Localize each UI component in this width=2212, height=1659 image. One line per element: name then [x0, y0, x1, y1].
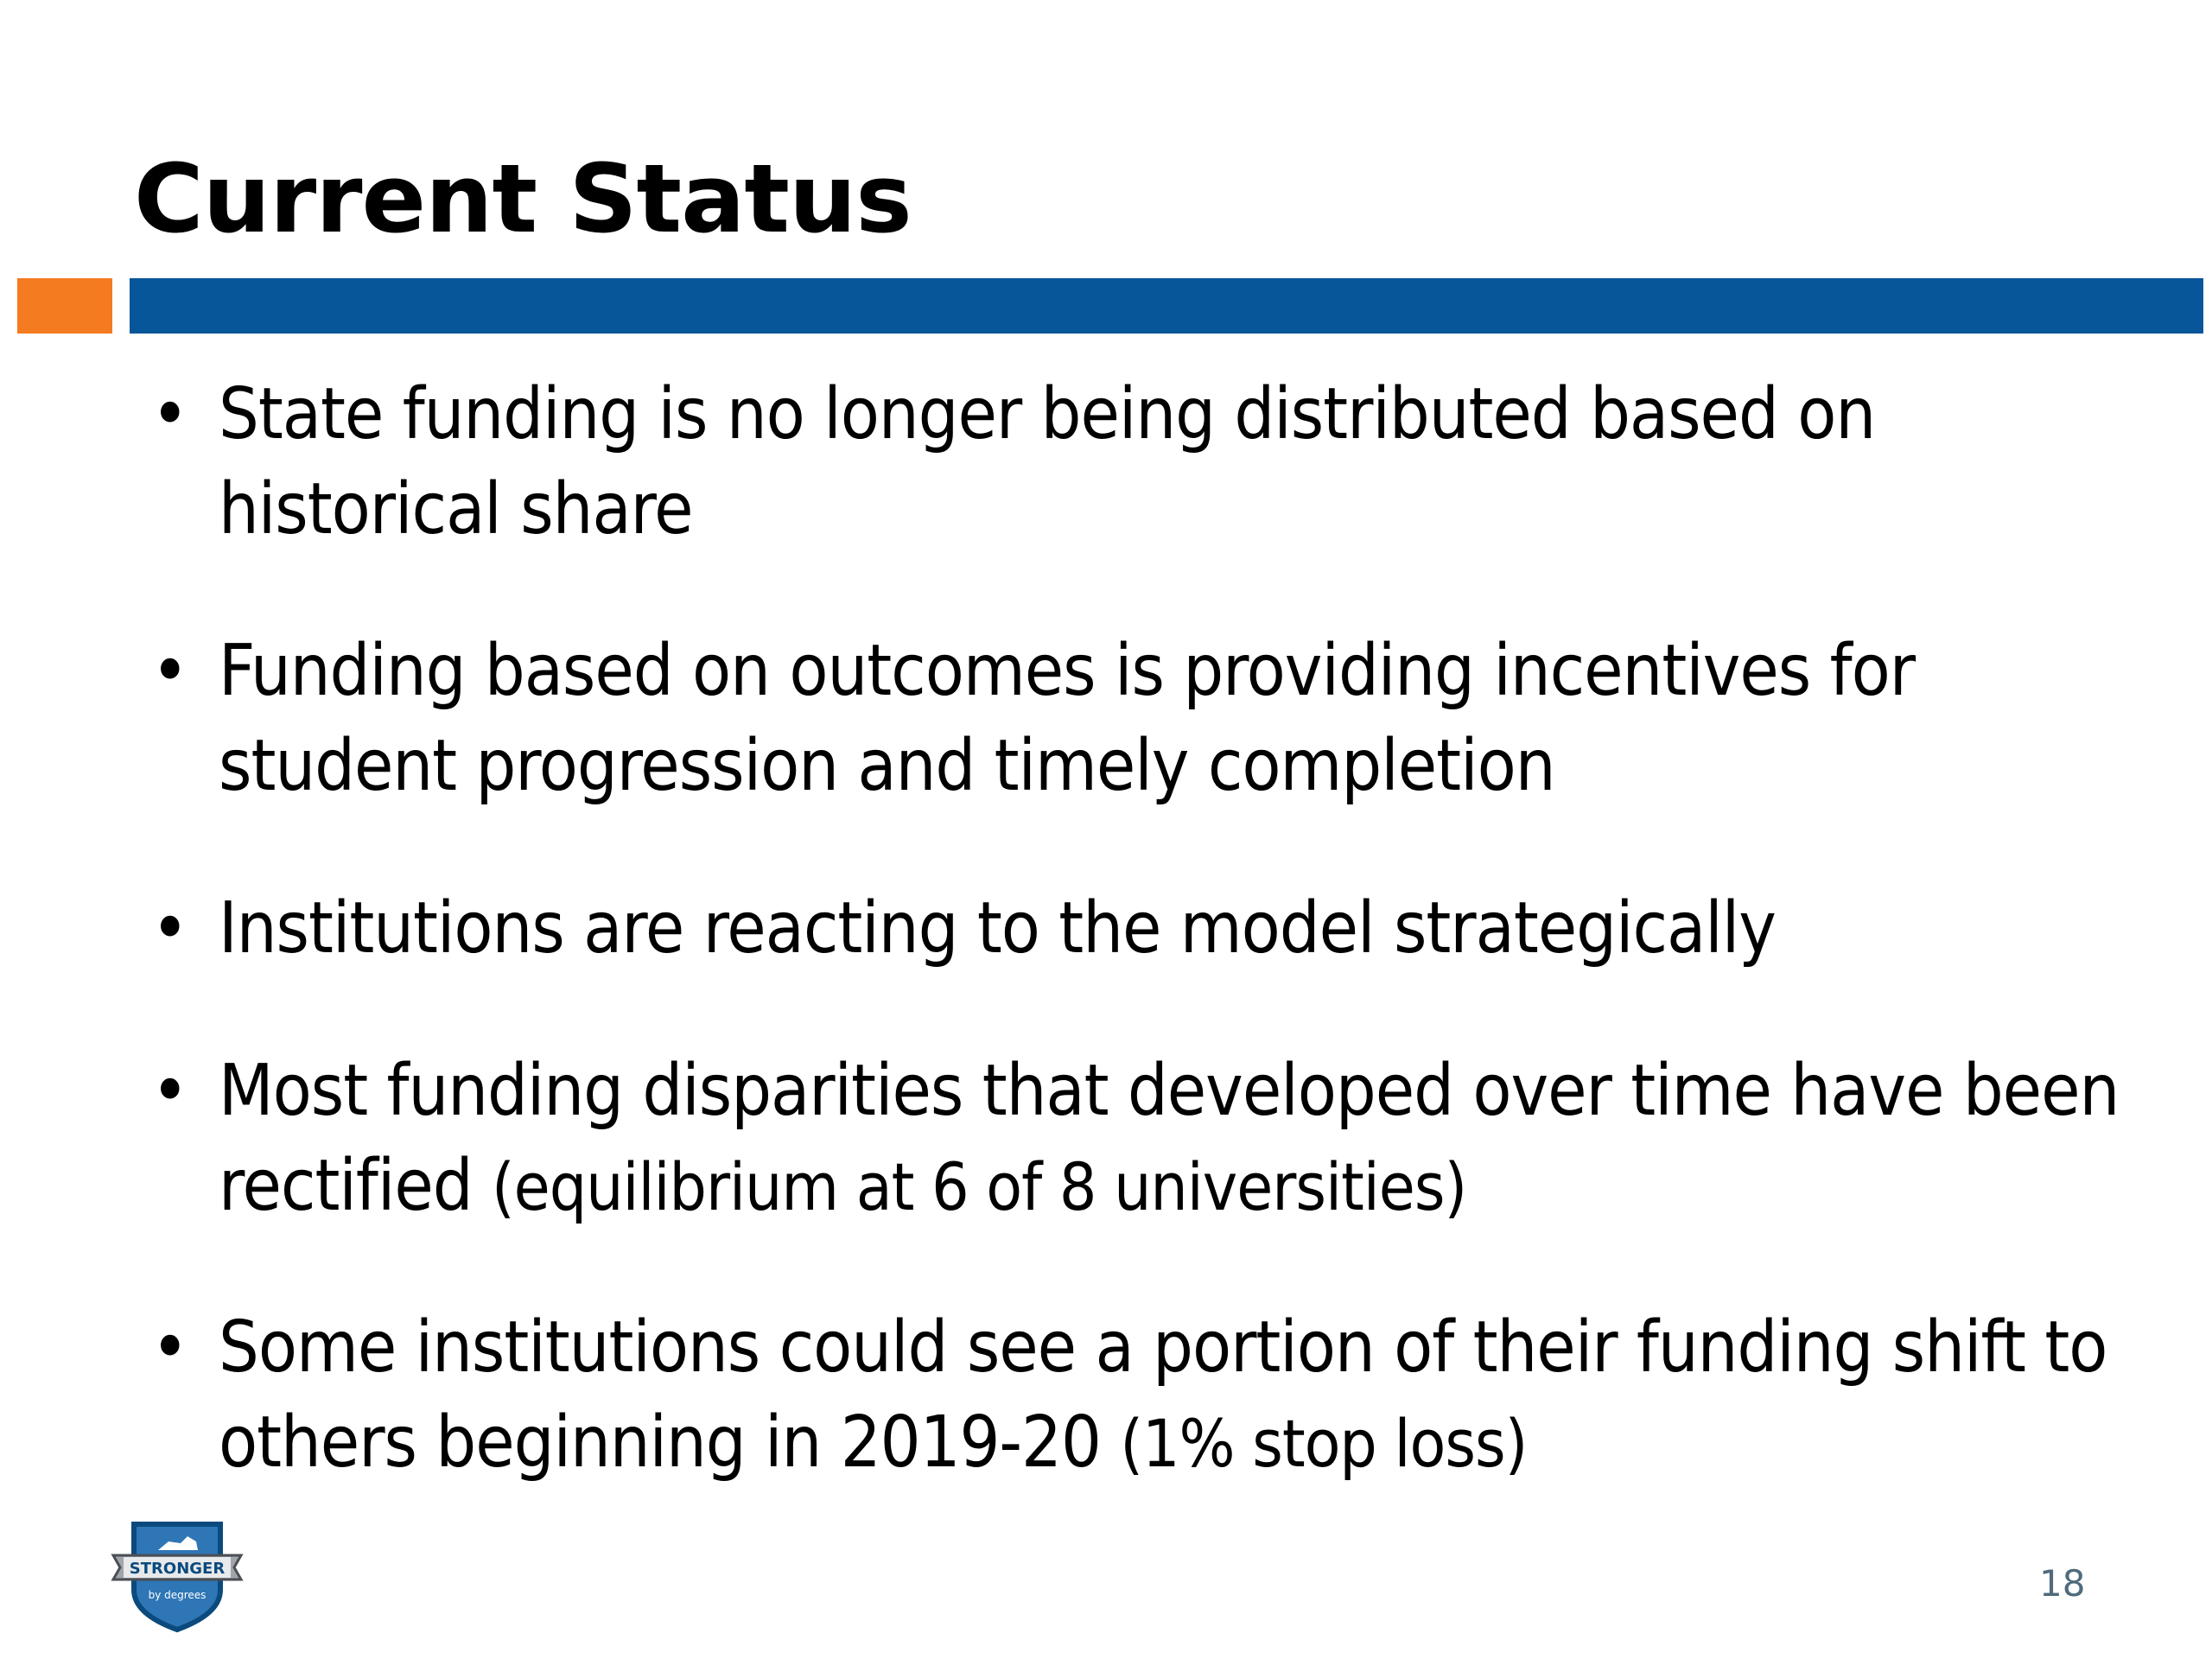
bullet-dot: • [151, 887, 188, 969]
bullet-text: Funding based on outcomes is providing incentives for student progression and timely completion [219, 630, 1916, 807]
bullet-item [151, 367, 2139, 557]
bullet-text: Some institutions could see a portion of their funding shift to others beginning in 2019-20 (1% stop loss) [219, 1306, 2107, 1484]
bullet-note: (equilibrium at 6 of 8 universities) [492, 1148, 1467, 1225]
bullet-item [151, 624, 2139, 814]
logo-subtext: by degrees [148, 1589, 207, 1601]
slide-title: Current Status [134, 143, 912, 254]
bullet-item [151, 881, 2139, 976]
stronger-by-degrees-logo [108, 1512, 246, 1633]
bullet-note: (1% stop loss) [1120, 1405, 1528, 1482]
page-number: 18 [2039, 1562, 2086, 1605]
bullet-dot: • [151, 1306, 188, 1389]
title-rule [130, 278, 2203, 334]
bullet-text: Most funding disparities that developed over time have been rectified (equilibrium at 6 of 8 universities) [219, 1050, 2120, 1227]
accent-square [17, 278, 112, 334]
bullet-dot: • [151, 373, 188, 455]
bullet-item [151, 1044, 2139, 1235]
logo-text: STRONGER [129, 1560, 226, 1578]
bullet-dot: • [151, 630, 188, 712]
bullet-item [151, 1300, 2139, 1491]
bullet-text: Institutions are reacting to the model strategically [219, 887, 1776, 969]
bullet-dot: • [151, 1050, 188, 1132]
bullet-text: State funding is no longer being distributed based on historical share [219, 373, 1876, 550]
